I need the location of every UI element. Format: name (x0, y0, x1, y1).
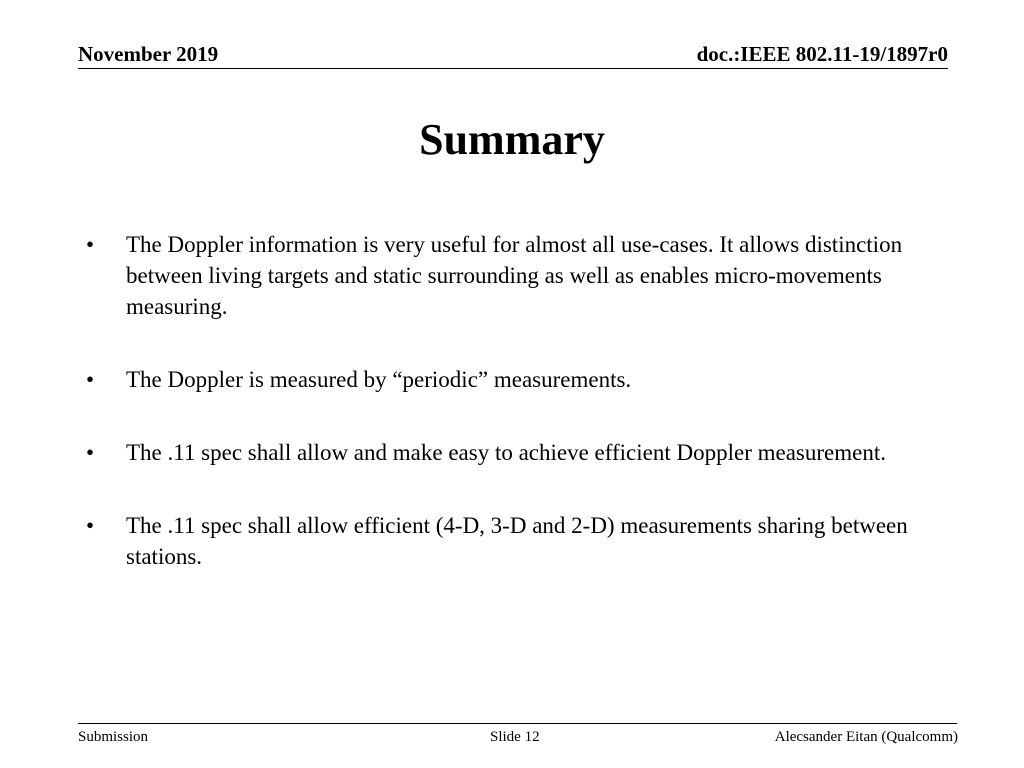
header-doc-id: doc.:IEEE 802.11-19/1897r0 (696, 42, 948, 66)
bullet-item (86, 437, 916, 468)
bullet-item (86, 510, 916, 572)
footer-slide-number: Slide 12 (490, 729, 540, 745)
bullet-text: The .11 spec shall allow efficient (4-D, 3-D and 2-D) measurements sharing between stations. (126, 513, 908, 569)
footer-author: Alecsander Eitan (Qualcomm) (774, 729, 958, 745)
bullet-text: The Doppler information is very useful for almost all use-cases. It allows distinction between living targets and static surrounding as well as enables micro-movements measuring. (126, 232, 903, 319)
header-date: November 2019 (78, 42, 219, 66)
slide-title: Summary (419, 115, 605, 164)
header-divider (78, 68, 948, 69)
bullet-marker: • (86, 513, 95, 538)
bullet-text: The .11 spec shall allow and make easy to achieve efficient Doppler measurement. (126, 440, 886, 465)
bullet-item (86, 364, 916, 395)
bullet-marker: • (86, 232, 95, 257)
footer-submission: Submission (78, 729, 149, 745)
bullet-marker: • (86, 367, 95, 392)
bullet-text: The Doppler is measured by “periodic” measurements. (126, 367, 632, 392)
bullet-marker: • (86, 440, 95, 465)
bullet-item (86, 229, 916, 322)
bullet-list (86, 229, 916, 572)
footer-divider (78, 723, 957, 724)
